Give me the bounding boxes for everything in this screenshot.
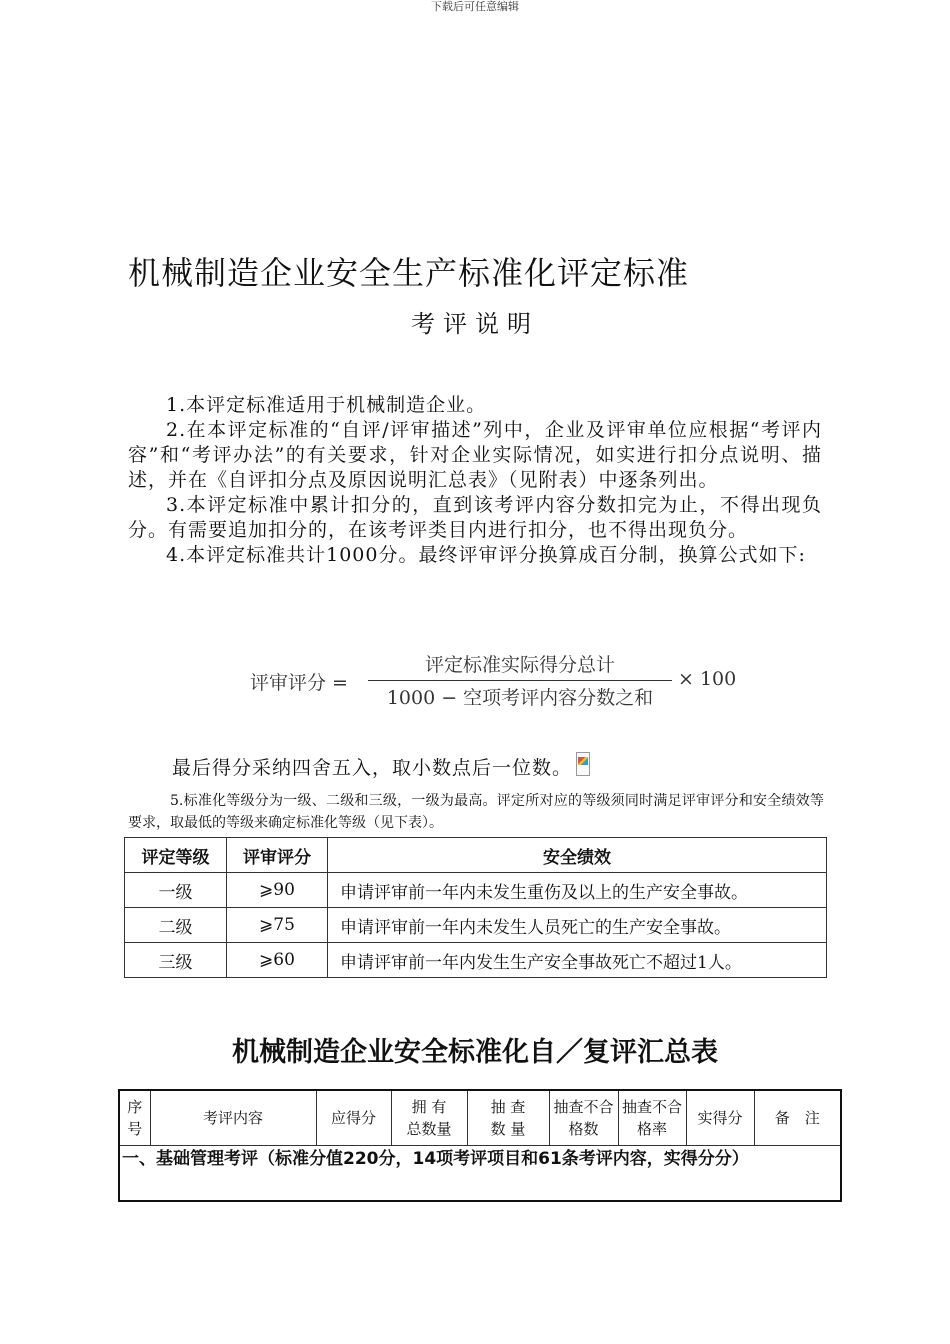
summary-col-header: 实得分 <box>686 1090 754 1146</box>
score-cell: ⩾60 <box>227 943 328 978</box>
grade-note-text: 5.标准化等级分为一级、二级和三级，一级为最高。评定所对应的等级须同时满足评审评分和安全绩效等要求，取最低的等级来确定标准化等级（见下表）。 <box>128 793 824 831</box>
table-row <box>125 873 827 908</box>
table-row <box>119 1146 841 1202</box>
summary-col-header: 序 号 <box>119 1090 150 1146</box>
score-formula <box>250 650 750 716</box>
formula-denominator: 1000 − 空项考评内容分数之和 <box>386 687 654 709</box>
grade-table-header <box>125 838 827 873</box>
rounding-text: 最后得分采纳四舍五入，取小数点后一位数。 <box>172 757 573 779</box>
summary-col-header: 备 注 <box>754 1090 841 1146</box>
grade-col-header: 评定等级 <box>125 838 227 873</box>
performance-cell: 申请评审前一年内发生生产安全事故死亡不超过1人。 <box>328 943 827 978</box>
assessment-notes <box>128 393 822 568</box>
summary-table-header <box>119 1090 841 1146</box>
grade-cell: 三级 <box>125 943 227 978</box>
performance-cell: 申请评审前一年内未发生重伤及以上的生产安全事故。 <box>328 873 827 908</box>
grade-cell: 一级 <box>125 873 227 908</box>
note-3: 3.本评定标准中累计扣分的，直到该考评内容分数扣完为止，不得出现负分。有需要追加扣分的，在该考评类目内进行扣分，也不得出现负分。 <box>128 494 822 541</box>
summary-col-header: 拥 有 总数量 <box>391 1090 467 1146</box>
summary-col-header: 考评内容 <box>150 1090 316 1146</box>
grade-note <box>128 790 824 834</box>
score-cell: ⩾90 <box>227 873 328 908</box>
formula-fraction <box>368 650 672 713</box>
grade-table <box>124 837 827 978</box>
performance-cell: 申请评审前一年内未发生人员死亡的生产安全事故。 <box>328 908 827 943</box>
summary-col-header: 抽 查 数 量 <box>467 1090 549 1146</box>
header-note: 下载后可任意编辑 <box>431 0 519 13</box>
note-1: 1.本评定标准适用于机械制造企业。 <box>166 394 487 416</box>
formula-numerator: 评定标准实际得分总计 <box>424 654 615 676</box>
grade-col-header: 安全绩效 <box>328 838 827 873</box>
formula-rhs: × 100 <box>678 668 737 690</box>
score-cell: ⩾75 <box>227 908 328 943</box>
table-row <box>125 943 827 978</box>
page-subtitle: 考评说明 <box>411 310 539 338</box>
grade-col-header: 评审评分 <box>227 838 328 873</box>
summary-col-header: 应得分 <box>316 1090 391 1146</box>
table-row <box>125 908 827 943</box>
summary-title: 机械制造企业安全标准化自／复评汇总表 <box>232 1037 718 1068</box>
summary-col-header: 抽查不合 格数 <box>549 1090 618 1146</box>
summary-col-header: 抽查不合 格率 <box>618 1090 686 1146</box>
summary-table <box>118 1089 842 1202</box>
section-row: 一、基础管理考评（标准分值220分，14项考评项目和61条考评内容，实得分分） <box>119 1146 841 1202</box>
note-2: 2.在本评定标准的“自评/评审描述”列中，企业及评审单位应根据“考评内容”和“考评办法”的有关要求，针对企业实际情况，如实进行扣分点说明、描述，并在《自评扣分点及原因说明汇总表》（见附表）中逐条列出。 <box>128 419 822 491</box>
page-title: 机械制造企业安全生产标准化评定标准 <box>128 254 690 292</box>
broken-image-icon <box>576 752 590 776</box>
formula-lhs: 评审评分 = <box>250 672 348 694</box>
grade-cell: 二级 <box>125 908 227 943</box>
rounding-note <box>172 752 590 780</box>
note-4: 4.本评定标准共计1000分。最终评审评分换算成百分制，换算公式如下: <box>166 544 806 566</box>
